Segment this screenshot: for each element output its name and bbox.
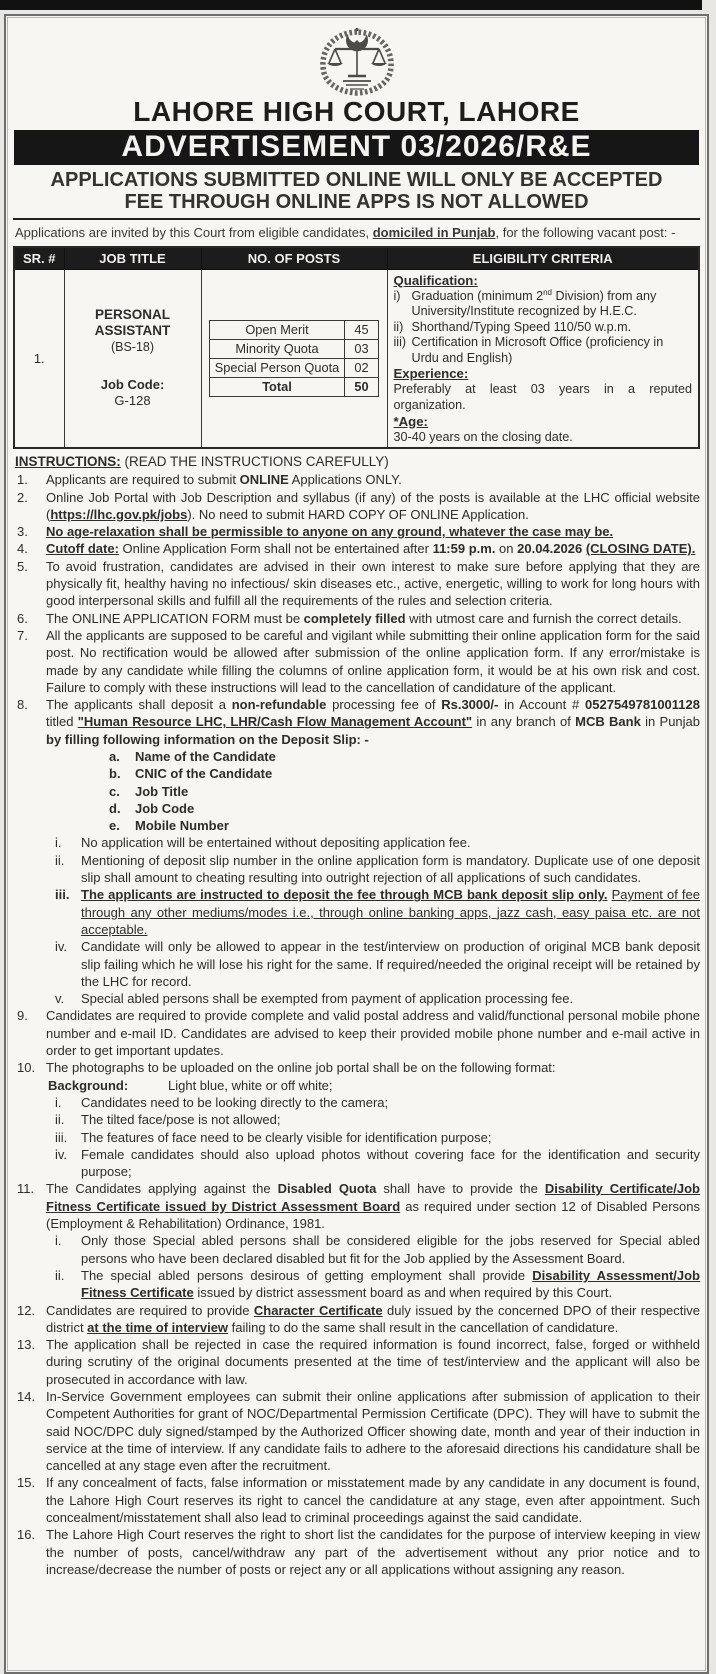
instruction-item — [15, 696, 700, 748]
instruction-marker: d. — [109, 800, 121, 816]
instruction-item — [15, 1302, 700, 1337]
instruction-text: CNIC of the Candidate — [135, 766, 273, 782]
instruction-item — [15, 489, 700, 524]
quota-label: Open Merit — [210, 320, 345, 339]
quota-count: 45 — [345, 320, 379, 339]
instruction-item — [55, 990, 700, 1007]
table-row — [14, 269, 699, 448]
eligibility-heading: *Age: — [393, 413, 428, 429]
instruction-item — [55, 1111, 700, 1128]
instruction-marker: 11. — [17, 1181, 35, 1197]
instruction-marker: 13. — [17, 1337, 36, 1353]
instruction-marker: c. — [109, 783, 120, 799]
instruction-marker: ii. — [55, 852, 65, 868]
advertisement-banner: ADVERTISEMENT 03/2026/R&E — [14, 130, 699, 165]
instruction-item — [48, 1077, 700, 1094]
instruction-marker: e. — [109, 818, 120, 834]
instruction-text: All the applicants are supposed to be careful and vigilant while submitting their online application form for the said post. No rectification would be allowed after submission of the online application form. If any error/mistake is made by any candidate while filling the columns of online application form, it would be at his own risk and cost. Failure to comply with these instructions will lead to the cancellation of candidature of the applicant. — [46, 627, 700, 695]
eligibility-heading: Qualification: — [393, 272, 478, 288]
instruction-text: The applicants shall deposit a non-refundable processing fee of Rs.3000/- in Account # 0527549781001128 titled "Human Resource LHC, LHR/Cash Flow Management Account" in any branch of MCB Bank in Punjab by filling following information on the Deposit Slip: - — [46, 697, 700, 747]
quota-label: Total — [210, 377, 345, 396]
instruction-marker: iv. — [55, 939, 68, 955]
posts-subtable — [209, 320, 379, 397]
instruction-item — [15, 1336, 700, 1388]
instruction-marker: 2. — [17, 489, 28, 505]
instruction-item — [15, 1388, 700, 1474]
document-inner-border — [7, 17, 706, 1671]
instruction-item — [15, 610, 700, 627]
instruction-item — [55, 938, 700, 990]
instruction-text: Cutoff date: Online Application Form shall not be entertained after 11:59 p.m. on 20.04.2026 (CLOSING DATE). — [46, 541, 696, 557]
instruction-text: Candidate will only be allowed to appear in the test/interview on production of original MCB bank deposit slip failing which he will lose his right for the same. If required/needed the original receipt will be retained by the LHC for record. — [81, 939, 700, 989]
court-emblem — [13, 26, 700, 98]
sr-number-cell: 1. — [14, 269, 64, 448]
instruction-marker: 7. — [17, 627, 28, 643]
instruction-marker: 10. — [17, 1060, 36, 1076]
instruction-marker: a. — [109, 749, 120, 764]
job-code-label: Job Code: — [100, 377, 165, 393]
column-header-eligibility: ELIGIBILITY CRITERIA — [387, 247, 699, 270]
instruction-marker: b. — [109, 766, 121, 782]
job-grade: (BS-18) — [110, 340, 155, 355]
page-title-court-name: LAHORE HIGH COURT, LAHORE — [133, 96, 580, 127]
column-header-no-of-posts: NO. OF POSTS — [201, 247, 387, 270]
eligibility-item — [394, 289, 693, 320]
instruction-text: To avoid frustration, candidates are advised in their own interest to make sure before applying that they are physically fit, healthy having no infectious/ skin diseases etc., active, energetic, willing to work for long hours with good interpersonal skills and fulfill all the requirements of the rules and selection criteria. — [46, 558, 700, 609]
instruction-item — [109, 817, 700, 834]
instructions-list — [13, 471, 700, 1578]
instruction-text: Special abled persons shall be exempted from payment of application processing fee. — [81, 991, 574, 1007]
quota-label: Special Person Quota — [210, 358, 345, 377]
instruction-marker: v. — [55, 991, 65, 1007]
instruction-text: Online Job Portal with Job Description and syllabus (if any) of the posts is available at the LHC official website (https://lhc.gov.pk/jobs). No need to submit HARD COPY OF ONLINE Application. — [46, 489, 700, 522]
instruction-text: The tilted face/pose is not allowed; — [81, 1112, 281, 1128]
instruction-text: Only those Special abled persons shall be considered eligible for the jobs reserved for Special abled persons who have been declared disabled but fit for the Job applied by the Assessment Board. — [81, 1233, 700, 1266]
instruction-item — [55, 1129, 700, 1146]
quota-count: 03 — [345, 339, 379, 358]
instruction-item — [55, 1232, 700, 1267]
instruction-marker: 16. — [17, 1527, 36, 1543]
instruction-item — [55, 1267, 700, 1302]
instruction-item — [15, 523, 700, 540]
eligibility-cell — [387, 269, 699, 448]
instruction-text: Mentioning of deposit slip number in the online application form is mandatory. Duplicate use of one deposit slip shall amount to cheating resulting into outright rejection of all applications of such candidates. — [81, 852, 700, 886]
instruction-item — [109, 748, 700, 765]
instruction-text: Name of the Candidate — [135, 749, 276, 764]
instruction-marker: 8. — [17, 697, 28, 713]
instruction-text: No application will be entertained without depositing application fee. — [81, 835, 471, 851]
instruction-text: The Candidates applying against the Disabled Quota shall have to provide the Disability Certificate/Job Fitness Certificate issued by District Assessment Board as required under section 12 of Disabled Persons (Employment & Rehabilitation) Ordinance, 1981. — [46, 1181, 700, 1232]
instruction-text: In-Service Government employees can submit their online applications after submission of application to their Competent Authorities for grant of NOC/Departmental Permission Certificate (DPC). They will have to submit the said NOC/DPC duly signed/stamped by the Authorized Officer showing date, month and year of their induction in service at the time of interview. If any candidate fails to adhere to the aforesaid directions his candidature shall be cancelled at any stage even after the recruitment. — [46, 1388, 700, 1474]
eligibility-item-text: Certification in Microsoft Office (proficiency in Urdu and English) — [411, 335, 664, 365]
instructions-heading — [13, 453, 700, 471]
instruction-text: If any concealment of facts, false information or misstatement made by any candidate in any document is found, the Lahore High Court reserves its right to cancel the candidature at any stage, even after appointment. Such concealment/misstatement shall also lead to criminal proceedings against the said candidate. — [46, 1475, 700, 1526]
eligibility-heading: Experience: — [393, 366, 469, 382]
instruction-item — [109, 765, 700, 782]
instruction-text: Candidates need to be looking directly to the camera; — [81, 1094, 389, 1110]
instruction-text: Job Title — [135, 783, 189, 799]
job-title-cell — [64, 269, 201, 448]
instructions-title: INSTRUCTIONS: — [15, 454, 121, 470]
scan-top-black-bar — [0, 0, 702, 10]
instruction-marker: 14. — [17, 1388, 36, 1404]
quota-count: 50 — [345, 377, 379, 396]
instruction-marker: i. — [55, 835, 62, 851]
instruction-text: Job Code — [135, 800, 195, 816]
instruction-item — [15, 1526, 700, 1578]
instruction-item — [55, 886, 700, 938]
instruction-marker: iv. — [55, 1146, 68, 1162]
instruction-marker: iii. — [55, 1129, 68, 1145]
instruction-item — [15, 558, 700, 610]
instruction-text: Female candidates should also upload photos without covering face for the identification and security purpose; — [81, 1146, 700, 1180]
instruction-item — [15, 1007, 700, 1059]
column-header-job-title: JOB TITLE — [64, 247, 201, 270]
eligibility-item-text: Shorthand/Typing Speed 110/50 w.p.m. — [411, 319, 632, 334]
table-header-row — [14, 247, 699, 270]
instruction-text: Light blue, white or off white; — [168, 1077, 333, 1093]
instruction-marker: ii. — [55, 1267, 65, 1283]
post-quota-row — [210, 377, 379, 396]
instruction-text: The applicants are instructed to deposit the fee through MCB bank deposit slip only. Payment of fee through any other mediums/modes i.e., through online banking apps, jazz cash, easy paisa etc. are not acceptable. — [81, 887, 700, 937]
instruction-marker: 3. — [17, 524, 28, 540]
instructions-subtitle: (READ THE INSTRUCTIONS CAREFULLY) — [120, 454, 389, 470]
eligibility-item — [394, 320, 693, 336]
eligibility-paragraph: Preferably at least 03 years in a reputed organization. — [393, 382, 692, 413]
post-quota-row — [210, 320, 379, 339]
eligibility-item — [394, 335, 693, 366]
quota-label: Minority Quota — [210, 339, 345, 358]
instruction-item — [55, 1146, 700, 1181]
instruction-item — [15, 540, 700, 557]
instruction-text: Candidates are required to provide complete and valid postal address and valid/functional personal mobile phone number and e-mail ID. Candidates are advised to keep their provided mobile phone number and e-mail active in order to get important updates. — [46, 1008, 700, 1059]
instruction-text: The Lahore High Court reserves the right to short list the candidates for the purpose of interview keeping in view the number of posts, cancel/withdraw any part of the advertisement without any prior notice and to increase/decrease the number of posts or reject any or all applications without assigning any reason. — [46, 1527, 700, 1577]
instruction-item — [55, 834, 700, 851]
eligibility-item-text: Graduation (minimum 2nd Division) from any University/Institute recognized by H.E.C. — [411, 287, 657, 319]
instruction-item — [15, 627, 700, 696]
instruction-marker: 12. — [17, 1302, 36, 1318]
instruction-text: Mobile Number — [135, 818, 229, 834]
quota-count: 02 — [345, 358, 379, 377]
eligibility-paragraph: 30-40 years on the closing date. — [393, 429, 573, 444]
intro-paragraph: Applications are invited by this Court from eligible candidates, domiciled in Punjab, for the following vacant post: - — [15, 225, 676, 240]
instruction-text: Applicants are required to submit ONLINE Applications ONLY. — [46, 472, 402, 488]
instruction-item — [55, 852, 700, 887]
instruction-text: The special abled persons desirous of getting employment shall provide Disability Assessment/Job Fitness Certificate issued by district assessment board as and when required by this Court. — [81, 1267, 700, 1301]
instruction-marker: 1. — [17, 472, 28, 488]
instruction-marker: i. — [55, 1094, 62, 1110]
instruction-text: The ONLINE APPLICATION FORM must be completely filled with utmost care and furnish the correct details. — [46, 610, 682, 626]
instruction-text: No age-relaxation shall be permissible to anyone on any ground, whatever the case may be. — [46, 524, 614, 540]
instruction-item — [55, 1094, 700, 1111]
instruction-marker: 15. — [17, 1475, 36, 1491]
instruction-marker: ii. — [55, 1112, 65, 1128]
posts-cell — [201, 269, 387, 448]
list-marker: ii) — [393, 319, 404, 334]
notice-line-2: FEE THROUGH ONLINE APPS IS NOT ALLOWED — [124, 190, 589, 213]
column-header-sr: SR. # — [14, 247, 64, 270]
instruction-item — [15, 1474, 700, 1526]
notice-line-1: APPLICATIONS SUBMITTED ONLINE WILL ONLY BE ACCEPTED — [50, 169, 663, 191]
job-title: PERSONAL ASSISTANT — [94, 307, 171, 339]
instruction-marker: 6. — [17, 610, 28, 626]
instruction-marker: 4. — [17, 541, 28, 557]
instruction-item — [15, 1180, 700, 1232]
list-marker: iii) — [393, 335, 407, 350]
job-code-value: G-128 — [114, 393, 151, 409]
post-quota-row — [210, 358, 379, 377]
instruction-marker: iii. — [55, 887, 70, 903]
instruction-marker: i. — [55, 1233, 62, 1249]
list-marker: i) — [393, 288, 401, 303]
post-quota-row — [210, 339, 379, 358]
instruction-marker: Background: — [48, 1077, 129, 1093]
instruction-text: The features of face need to be clearly visible for identification purpose; — [81, 1129, 492, 1145]
advertisement-document — [4, 14, 709, 1674]
online-applications-notice — [13, 168, 700, 220]
instruction-marker: 5. — [17, 558, 28, 574]
instruction-item — [15, 471, 700, 488]
instruction-text: The photographs to be uploaded on the online job portal shall be on the following format: — [46, 1060, 556, 1076]
instruction-item — [15, 1059, 700, 1076]
scales-of-justice-icon — [298, 26, 416, 98]
spacer — [66, 355, 200, 377]
instruction-marker: 9. — [17, 1008, 28, 1024]
vacancy-table — [13, 246, 700, 450]
instruction-item — [109, 783, 700, 800]
instruction-text: Candidates are required to provide Character Certificate duly issued by the concerned DPO of their respective district at the time of interview failing to do the same shall result in the cancellation of candidature. — [46, 1302, 701, 1335]
instruction-item — [109, 800, 700, 817]
instruction-text: The application shall be rejected in case the required information is found incorrect, false, forged or withheld during scrutiny of the original documents presented at the time of test/interview and the applicant will also be prosecuted in accordance with law. — [46, 1337, 700, 1387]
